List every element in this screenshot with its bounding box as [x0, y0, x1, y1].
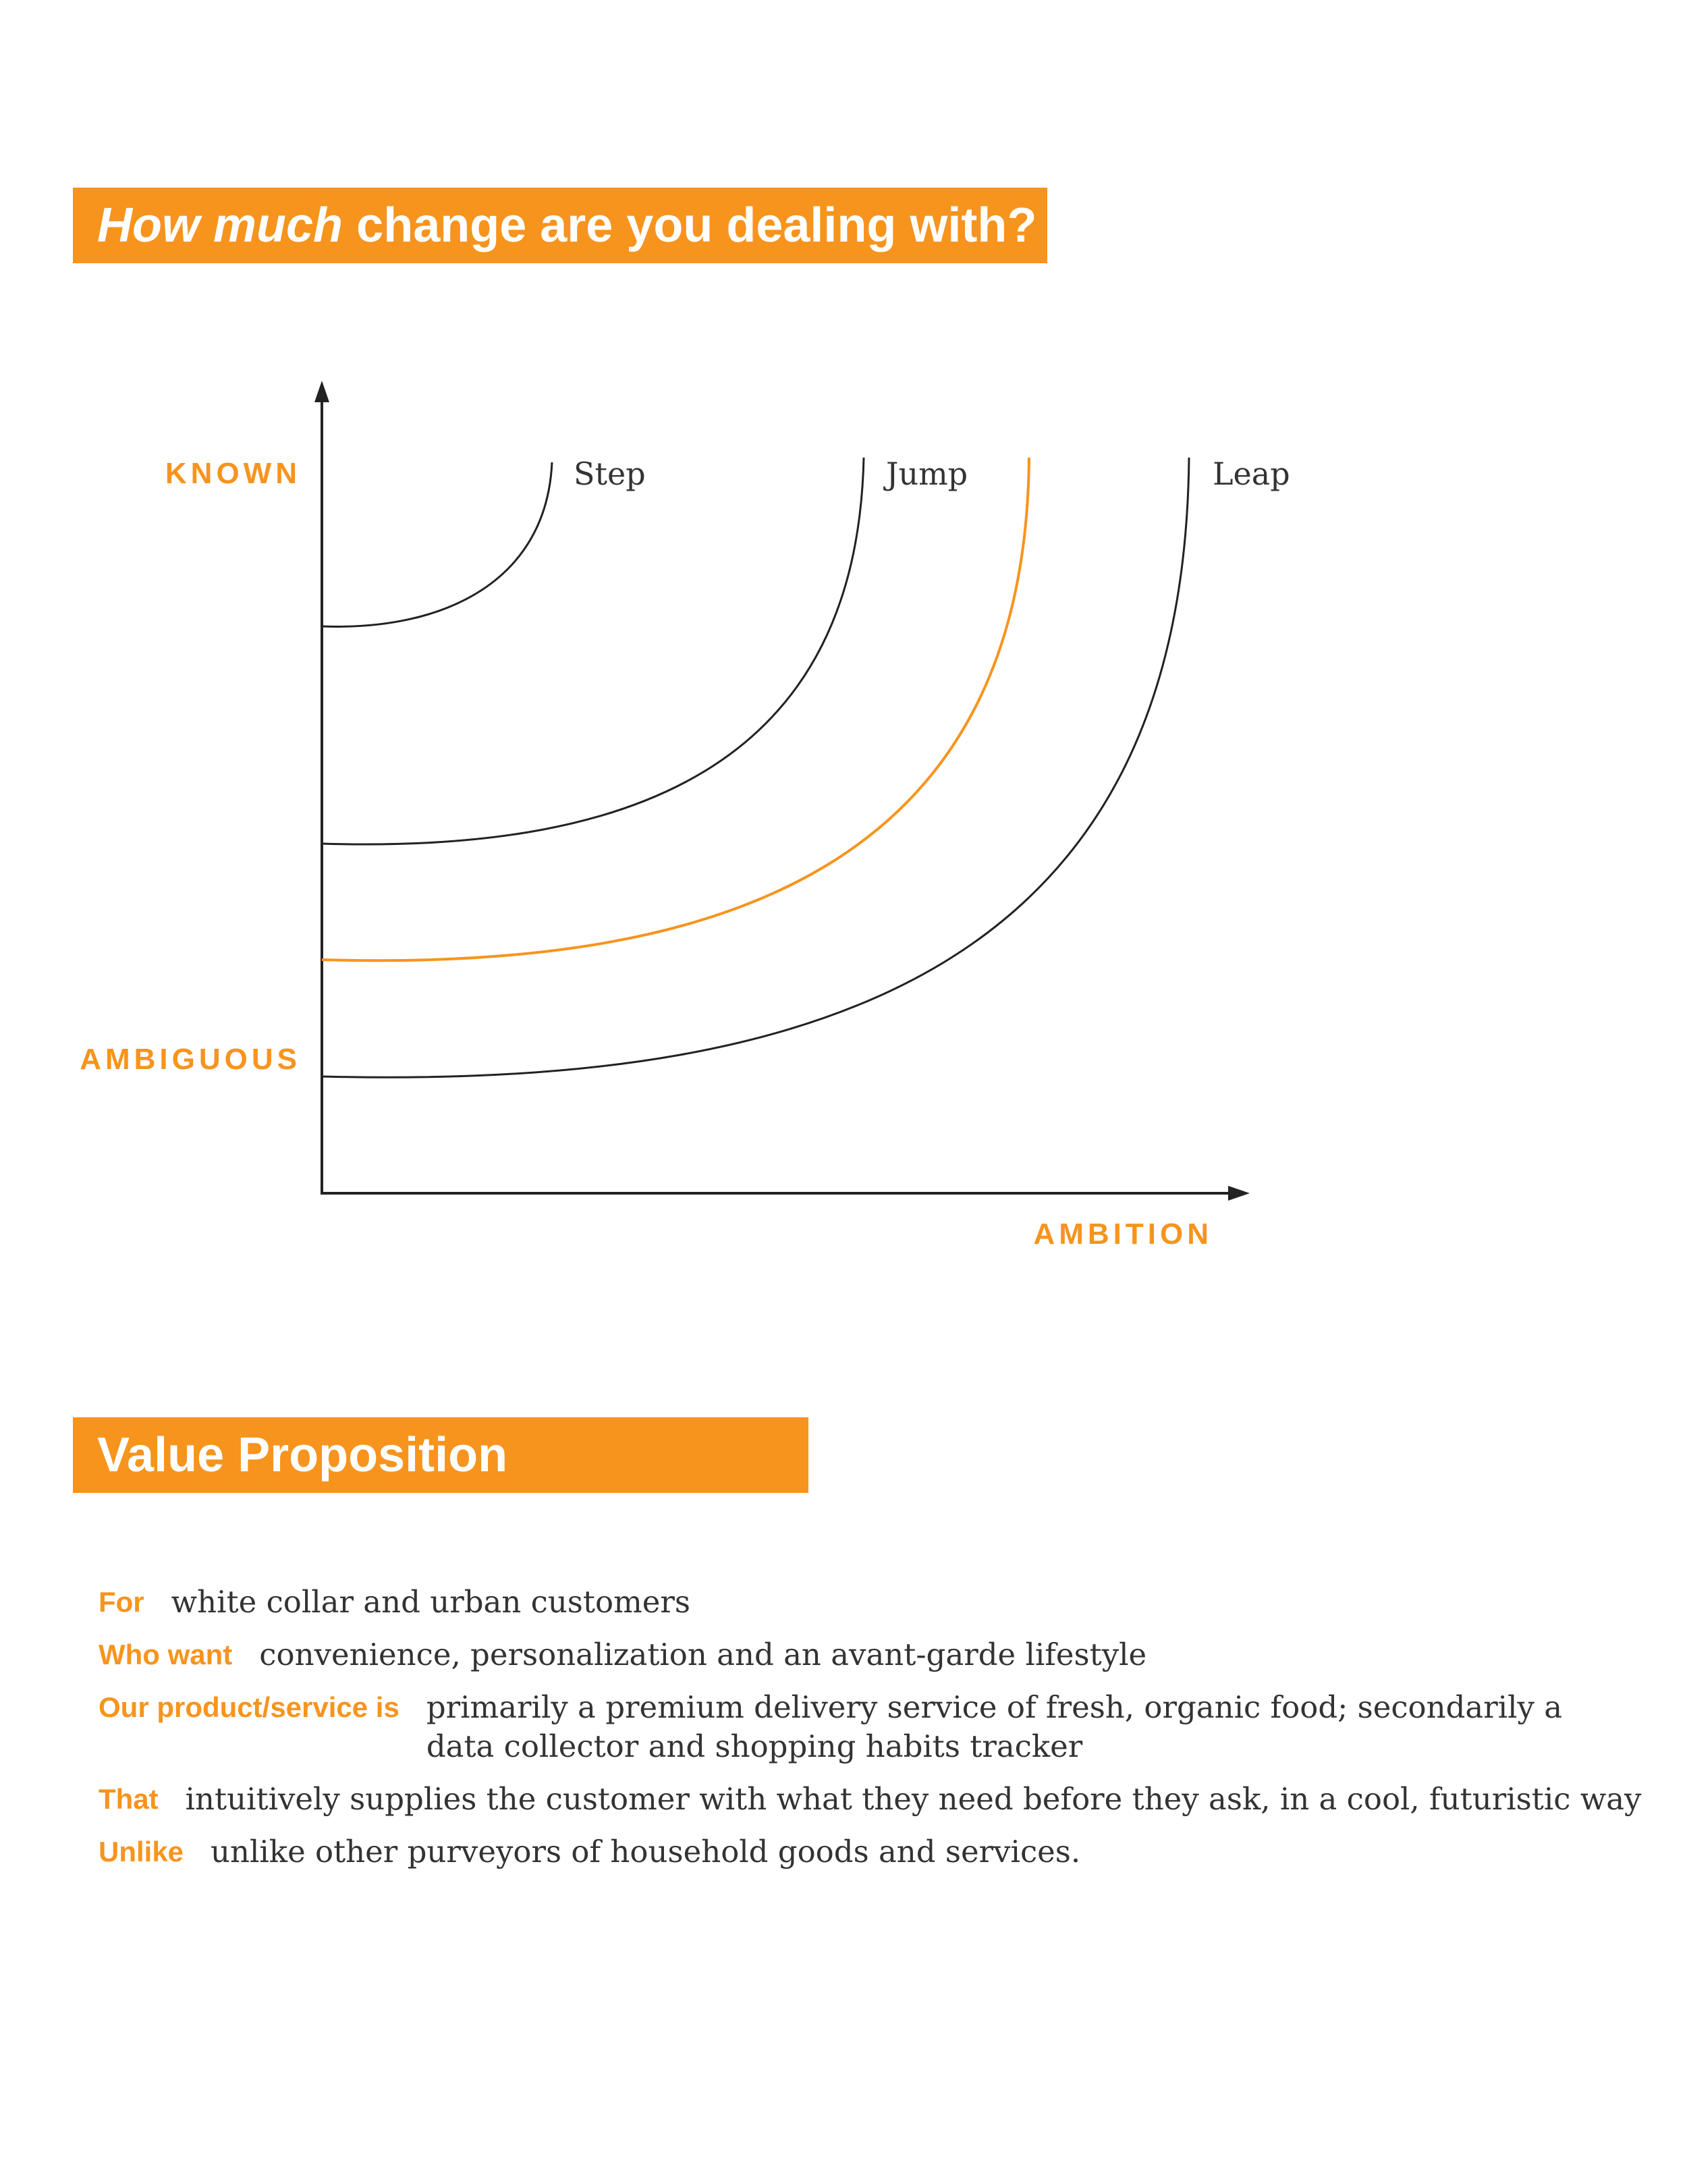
vp-row-for — [99, 1583, 1651, 1622]
vp-row-who-want — [99, 1635, 1651, 1674]
x-axis-arrowhead — [1228, 1186, 1250, 1201]
vp-label: Who want — [99, 1639, 233, 1670]
vp-label: That — [99, 1783, 159, 1815]
vp-text: primarily a premium delivery service of fresh, organic food; secondarily a data collector and shopping habits tracker — [426, 1689, 1563, 1764]
jump-label: Jump — [886, 456, 968, 492]
curve-orange — [322, 458, 1029, 960]
vp-label: Unlike — [99, 1836, 184, 1867]
change-heading-italic: How much — [97, 198, 343, 252]
value-proposition-title: Value Proposition — [97, 1428, 508, 1482]
ambition-label: AMBITION — [1033, 1218, 1213, 1251]
known-label: KNOWN — [165, 457, 301, 490]
ambiguous-label: AMBIGUOUS — [80, 1043, 301, 1076]
value-proposition-banner — [73, 1417, 808, 1493]
vp-label: For — [99, 1586, 144, 1618]
change-diagram — [0, 378, 1687, 1276]
step-label: Step — [574, 456, 646, 492]
leap-label: Leap — [1213, 456, 1290, 492]
change-heading-rest: change are you dealing with? — [356, 198, 1037, 252]
vp-row-product — [99, 1688, 1651, 1766]
value-proposition-list — [99, 1583, 1651, 1885]
vp-text: white collar and urban customers — [171, 1584, 690, 1620]
vp-label: Our product/service is — [99, 1691, 399, 1723]
vp-text: unlike other purveyors of household goods and services. — [211, 1834, 1081, 1869]
vp-text: intuitively supplies the customer with what they need before they ask, in a cool, futuristic way — [185, 1781, 1642, 1817]
curve-step — [322, 462, 552, 626]
curve-jump — [322, 458, 864, 844]
y-axis-arrowhead — [314, 381, 329, 402]
change-heading-banner — [73, 188, 1047, 263]
curve-leap — [322, 458, 1189, 1077]
vp-row-that — [99, 1780, 1651, 1819]
vp-row-unlike — [99, 1832, 1651, 1872]
vp-text: convenience, personalization and an avant-garde lifestyle — [259, 1637, 1147, 1672]
